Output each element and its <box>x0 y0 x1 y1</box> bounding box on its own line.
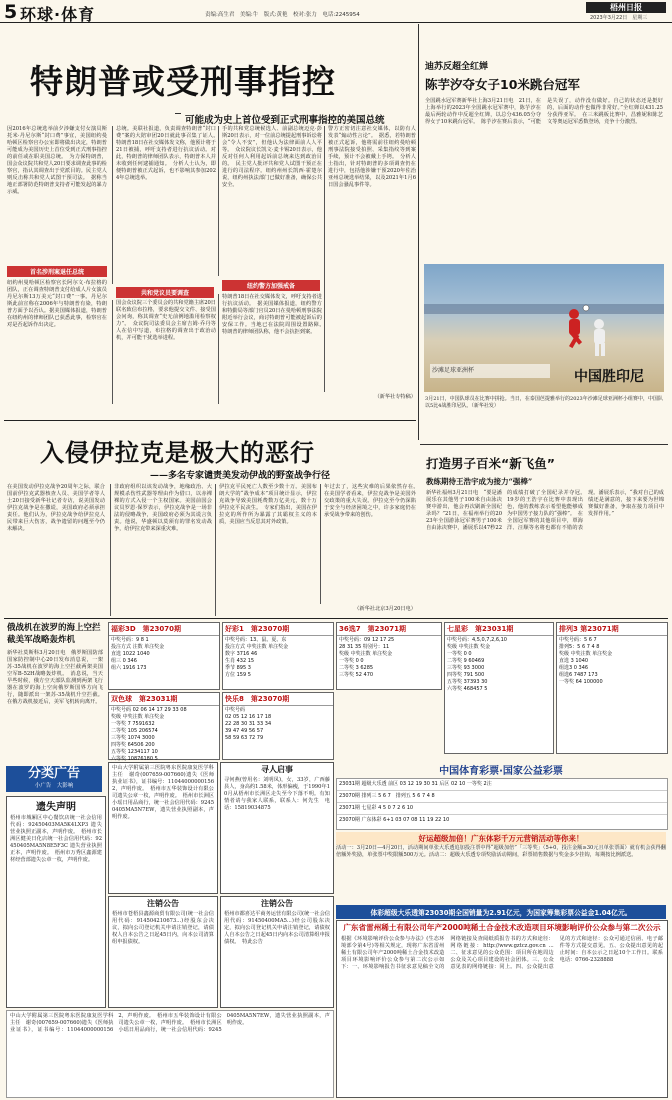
classified-ad-body: 梧州市城厢区中心餐饮店统一社会信用代码：92450403MA5K4LXP3 遗失营业执照正副本，声明作废。 梧州市长洲区健美日化店统一社会信用代码：92450405MA5N8E5F3C 遗失营业执照正本，声明作废。 梧州市万秀区鑫源建材经营部遗失公章一枚，声明作废。 <box>10 815 102 863</box>
staff-credits: 责编:高生君 美编:牛 版式:黄艳 校对:张力 电话:2245954 <box>205 12 360 18</box>
classified-ad-body: 中山大学附属第三医院粤东医院康复医学科主任 谢奇(007659-007660)遗失《医师执业证书》，证书编号：110440000001562，声明作废。 梧州市五华装饰设计有限公司遗失公章一枚，声明作废。 梧州市长洲区小瑶日用品商行，统一社会信用代码：92450405MA5N7EW，遗失营业执照副本，声明作废。 <box>10 1013 330 1033</box>
sports-kicker: 迪苏反超全红婵 <box>425 62 489 72</box>
environmental-notice-title: 广东省雷州稀土有限公司年产2000吨稀土合金技术改造项目环境影响评价公众参与第二次公示 <box>343 923 661 932</box>
environmental-notice-body: 根据《环境影响评价公众参与办法》(生态环境部令第4号)等相关规定，现将广东省雷州稀土有限公司年产2000吨稀土合金技术改造项目环境影响评价公众参与第二次公示如下：一、环境影响报告书征求意见稿全文的网络链接及查阅纸质报告书的方式和途径：网络链接：http://www.gztcz.gov.cn ... 二、征求意见的公众范围：项目所在地周边公众及关心项目建设的社会团体。三、公众意见表的网络链接：同上。四、公众提出意见的方式和途径：公众可通过信函、电子邮件等方式提交意见。五、公众提出意见的起止时间：自本公示之日起10个工作日。联系电话：0766-2328888 <box>341 936 663 970</box>
lead-col2-subhead: 共和党议员要调查 <box>116 287 214 298</box>
lottery-title: 福彩3D 第23070期 <box>109 623 219 636</box>
lead-subhead <box>185 108 415 127</box>
iraq-col3: 伊拉克平民死亡人数至少数十万。美国布朗大学的“战争成本”项目统计显示，伊拉克战争导致美国耗费数万亿美元，数十万伊拉克平民丧生。 专家们指出，美国在伊拉克的所作所为暴露了其霸权主义的本质，美国应当反思其对外政策。 <box>215 484 317 616</box>
classified-ad-title: 寻人启事 <box>261 765 293 774</box>
iraq-col4-end: （新华社北京3月20日电） <box>354 606 416 612</box>
lottery-table-row: 23031期 超级大乐透 前区 03 12 19 30 31 后区 02 10 一等奖 2注 <box>337 779 667 791</box>
iraq-col4: 年过去了，这些灾难的后果依然存在。 在美国学者看来，伊拉克战争是美国外交政策的重大失误。伊拉克至今仍深陷于安全与经济困境之中，许多家庭仍在承受战争带来的创伤。 <box>320 484 416 604</box>
lottery-body: 中奖号码：4,5,0,7,2,6,10 奖级 中奖注数 奖金 一等奖 0 0 二等奖 9 60469 三等奖 93 3000 四等奖 791 500 五等奖 37393 30 六等奖 468457 5 <box>447 637 507 692</box>
classified-ad-5 <box>220 896 334 1008</box>
classified-ad-body: 梧州市都喜达平商务运营有限公司(统一社会信用代码：91450400MA5...)经公司股东决定，拟向公司登记机关申请注销登记，请债权人自本公告之日起45日内向本公司清算组申报债权。 特此公告 <box>224 911 330 945</box>
beach-soccer-photo <box>424 264 664 392</box>
lottery-title: 快乐8 第23070期 <box>223 693 333 706</box>
lead-subhead-text: 可能成为史上首位受到正式刑事指控的美国总统 <box>185 115 385 126</box>
swim-headline: 打造男子百米“新飞鱼” <box>426 456 555 471</box>
swim-body: 新华社福州3月21日电 “要是潘展乐在其他男子100米自由泳决赛中游出，他会再次刷新全国纪录吗？”21日，在福州举行的2023年全国游泳冠军赛男子100米自由泳决赛中，潘展乐以47秒22的成绩打破了全国纪录并夺冠。 19岁的王浩宇在比赛中表现出色，他的教练表示希望他能够成为中国男子接力队的“强棒”。 在全国冠军赛的其他项目中，覃海洋、汪顺等名将也都有不错的表现。潘展乐表示，“我对自己的成绩还是满意的，接下来要为世锦赛做好准备，争取在接力项目中发挥作用。” <box>426 490 664 531</box>
lead-col3: 手的共和党总统候选人、前副总统迈克·彭斯20日表示，对一位前总统提起刑事诉讼将会“令人不安”，但他认为法律面前人人平等。 众议院议长凯文·麦卡锡20日表示，他反对任何人利用起诉前总统来达到政治目的。 民主党人批评共和党人试图干预正在进行的司法程序。纽约州州长凯西·霍楚尔说，纽约州执法部门已做好准备，确保公共安全。 <box>218 126 322 276</box>
classified-ad-2 <box>108 762 218 894</box>
lead-col2: 总统。美联社报道，负责调查特朗普“封口费”案的大陪审团20日就此事召集了证人。 特朗普18日在社交媒体发文称，他预计将于21日被捕，呼吁支持者进行抗议活动。对此，特朗普的律师团队表示，特朗普本人并未收到任何逮捕通知。 分析人士认为，即便特朗普被正式起诉，也不影响其参加2024年总统选举。 <box>112 126 216 284</box>
iraq-col2: 非政府组织以该发动战争，地缘政治、大规模杀伤性武器等理由作为借口，以赤裸裸的方式入侵一个主权国家。美国前国会议员罗恩·保罗表示，伊拉克战争是一场非法的侵略战争，美国政府必须为其谎言负责。他说，华盛顿以莫须有的罪名发动战争，给伊拉克带来深重灾难。 <box>110 484 212 616</box>
lottery-box-7 <box>222 692 334 760</box>
lottery-box-5 <box>556 622 668 754</box>
lottery-box-2 <box>222 622 334 690</box>
lead-col2b: 国会众议院三个委员会的共和党籍主席20日联名致信布拉格，要求他提交文件、接受国会问询，称其调查“史无前例地滥用检察权力”。 众议院司法委员会主席吉姆·乔丹等人在信中写道，布拉格的调查出于政治动机，并可能干扰选举进程。 <box>112 300 216 404</box>
lead-col1: 因2016年总统选举前夕涉嫌支付女演员斯托米·丹尼尔斯“封口费”事宜，美国纽约曼哈顿区检察官办公室即将做出决定，特朗普可能成为美国历史上首位受到正式刑事指控的前任或在职美国总统。 为力保特朗普，国会众议院共和党人20日要求调查此事的检察官，指认其调查出于党派目的。民主党人则反击称共和党人试图干预司法。 据称当地正部署防范特朗普支持者可能发起的暴力示威。 <box>7 126 107 195</box>
lottery-promo-footer: 体彩超级大乐透第23030期全国销量为2.91亿元，为国家筹集彩票公益金1.04亿元。 <box>336 905 666 919</box>
classified-ad-body: 寻何燕(曾用名：刘明凤)，女，33岁，广西藤县人，身高约1.58米，体形偏瘦，于1990年10月从梧州市长洲区走失至今下落不明。有知情者请与我家人联系，联系人：何先生 电话：15819034875 <box>224 777 330 811</box>
lottery-box-4 <box>444 622 554 754</box>
lead-col4: 警方正密切注意社交媒体，以防有人发表“煽动性言论”。 据悉，若特朗普被正式起诉，他将需前往纽约曼哈顿刑事法院接受拍照、采集指纹等到案手续，预计不会被戴上手铐。 分析人士指出，针对特朗普的多项调查仍在进行中，包括他涉嫌干预2020年佐治亚州总统选举结果，以及2021年1月6日国会骚乱事件等。 <box>324 126 416 392</box>
lottery-table <box>336 778 668 830</box>
lottery-body: 中奖号码 02 06 14 17 29 33 08 奖级 中奖注数 单注奖金 一等奖 7 7591632 二等奖 105 206574 三等奖 1074 3000 四等奖 64506 200 五等奖 1234117 10 六等奖 10876180 5 <box>111 707 187 762</box>
classified-ad-3 <box>108 896 218 1008</box>
lottery-title: 七星彩 第23031期 <box>445 623 553 636</box>
classifieds-badge-title: 分类广告 <box>27 766 80 781</box>
lottery-banner: 中国体育彩票·国家公益彩票 <box>439 766 563 777</box>
iraq-col1: 在美国发动伊拉克战争20周年之际，联合国前伊拉克武器核查人员、美国学者等人士20日接受新华社记者专访，说美国发动伊拉克战争是在撒谎，美国政府必须承担责任。他们认为，伊拉克战争给伊拉克人民带来巨大伤害，战争遗留的问题至今仍未解决。 <box>7 484 105 532</box>
photo-sub-headline: 中国胜印尼 <box>574 369 644 385</box>
lead-col1-subhead: 首名涉刑案退任总统 <box>7 266 107 277</box>
lottery-body: 中奖号码：9 8 1 投注方式 注数 单注奖金 直选 1022 1040 组三 0 346 组六 1916 173 <box>111 637 165 671</box>
lottery-box-1 <box>108 622 220 690</box>
lottery-body: 中奖号码：5 6 7 排列5：5 6 7 4 8 奖级 中奖注数 单注奖金 直选 3 1040 组选3 0 346 组选6 7487 173 一等奖 64 100000 <box>559 637 613 685</box>
lottery-box-6 <box>108 692 220 760</box>
sports-body: 全国跳水冠军赛新华社上海3月21日电 21日，在上海举行的2023年全国跳水冠军赛中，陈芋汐在最后两轮动作中反超全红婵，以总分436.05分夺得女子10米跳台冠军。 陈芋汐在赛后表示，“可能是失误了，动作没有做好。自己的状态还是挺好的，后面的动作也做得非常好。”全红婵以431.25分获得亚军。 在三米跳板比赛中，昌雅妮和陈艺文等奥运冠军悉数登场，竞争十分激烈。 <box>425 98 663 125</box>
lottery-title: 36选7 第23071期 <box>337 623 441 636</box>
lottery-table-row: 23070期 广东体彩 6+1 03 07 08 11 19 22 10 <box>339 817 450 823</box>
issue-date: 2023年3月22日 星期三 <box>590 15 648 21</box>
classifieds-badge-sub: 小广告 大影响 <box>34 783 74 789</box>
iraq-headline: 入侵伊拉克是极大的恶行 <box>40 439 315 467</box>
small-story-body: 新华社莫斯科3月20日电 俄罗斯国防部国家防控制中心20日发布消息说，一架苏-35战机在波罗的海上空拦截两架美国空军B-52H战略轰炸机。 消息说，当天早些时候，俄方空天部队监测到两架飞行器在波罗的海上空向俄罗斯国界方向飞行，随即派出一架苏-35战机升空拦截。在俄方战机接近后，美军飞机转向离开。 <box>7 650 103 705</box>
classified-ad-title: 注销公告 <box>261 899 293 908</box>
lottery-title: 双色球 第23031期 <box>109 693 219 706</box>
classified-ad-title: 遗失声明 <box>36 802 76 813</box>
classified-ad-4 <box>220 762 334 894</box>
lottery-title: 好彩1 第23070期 <box>223 623 333 636</box>
lead-col4-end: （新华社专特稿） <box>374 394 416 400</box>
environmental-notice <box>336 920 668 1098</box>
lottery-body: 中奖号码：13、鼠、夏、东 投注方式 中奖注数 单注奖金 数字 3716 46 生肖 432 15 季节 895 3 方位 159 5 <box>225 637 289 678</box>
lottery-body: 中奖号码 02 05 12 16 17 18 22 28 30 31 33 34 39 47 49 56 57 58 59 63 72 79 <box>225 707 272 741</box>
page-number: 5 <box>4 1 18 23</box>
classified-ad-title: 注销公告 <box>147 899 179 908</box>
classified-ad-1 <box>6 796 106 1008</box>
lead-col1b: 纽约州曼哈顿区检察官长阿尔文·布拉格的团队，正在调查特朗普支付给成人片女演员丹尼尔斯13万美元“封口费”一事。丹尼尔斯此前宣称在2006年与特朗普有染，特朗普方面予以否认。据美国媒体报道，特朗普在纽约州的律师团队已获悉此事，检察官在对是否起诉作出决定。 <box>7 280 107 328</box>
lottery-body: 中奖号码：09 12 17 25 28 31 35 特别号：11 奖级 中奖注数 单注奖金 一等奖 0 0 二等奖 3 6285 三等奖 52 470 <box>339 637 395 678</box>
photo-caption: 沙滩足球亚洲杯 <box>432 367 475 374</box>
lottery-table-row: 23071期 七星彩 4 5 0 7 2 6 10 <box>337 803 667 815</box>
swim-subhead: 教练期待王浩宇成为接力“强棒” <box>426 477 533 486</box>
lottery-title: 排列3 第23071期 <box>557 623 667 636</box>
iraq-subhead: ——多名专家谴责美发动伊战的野蛮战争行径 <box>150 471 331 481</box>
photo-sub-body: 3月21日，中国队球员在比赛中拼抢。当日，在泰国芭提雅举行的2023年沙滩足球亚洲杯小组赛中，中国队以5比4战胜印尼队。（新华社发） <box>425 396 663 409</box>
lottery-table-row: 23070期 排列三 5 6 7 排列五 5 6 7 4 8 <box>337 791 667 803</box>
masthead <box>0 0 672 23</box>
classifieds-badge <box>6 766 102 792</box>
lottery-box-3 <box>336 622 442 690</box>
lottery-promo-title: 好运超级加倍！广东体彩千万元营销活动等你来！ <box>336 832 666 845</box>
lead-col3-subhead: 纽约警方加强戒备 <box>222 280 320 291</box>
lead-headline: 特朗普或受刑事指控 <box>30 62 336 101</box>
lottery-promo-body: 活动一：3月20日—4月20日，活动期间单张大乐透追加投注票中得“超级加倍”「三等奖」（5+0，投注金额≥30元且单张票面）就有机会获得翻倍额外奖励，单张票中奖限额500万元。活动二：超级大乐透专项奖励活动期间，彩票销售数据与奖金多少挂钩，每期按比例派送。 <box>336 845 666 858</box>
small-story-headline: 俄战机在波罗的海上空拦截美军战略轰炸机 <box>7 623 101 645</box>
paper-logo: 梧州日报 <box>586 2 666 13</box>
classified-ad-body: 梧州市苍梧县鑫源商贸有限公司(统一社会信用代码：914504210673...)经股东会决议，拟向公司登记机关申请注销登记，请债权人自本公告之日起45日内，向本公司清算组申报债权。 <box>112 911 214 945</box>
lead-col3b: 特朗普18日在社交媒体发文，呼吁支持者进行抗议活动。 据美国媒体报道，纽约警方和特勤局等部门官员20日在曼哈顿刑事法院附近举行会议，商讨特朗普可能被起诉后的安保工作。当地已在法院周围设置路障。 特朗普的律师团队称，他不会抗拒到案。 <box>218 294 322 404</box>
classified-ad-body: 中山大学附属第三医院粤东医院康复医学科主任 谢奇(007659-007660)遗失《医师执业证书》，证书编号：110440000001562，声明作废。 梧州市五华装饰设计有限公司遗失公章一枚，声明作废。 梧州市长洲区小瑶日用品商行，统一社会信用代码：92450405MA5N7EW，遗失营业执照副本，声明作废。 <box>112 765 214 820</box>
sports-headline: 陈芋汐夺女子10米跳台冠军 <box>425 77 580 92</box>
section-title: 环球·体育 <box>20 5 96 24</box>
